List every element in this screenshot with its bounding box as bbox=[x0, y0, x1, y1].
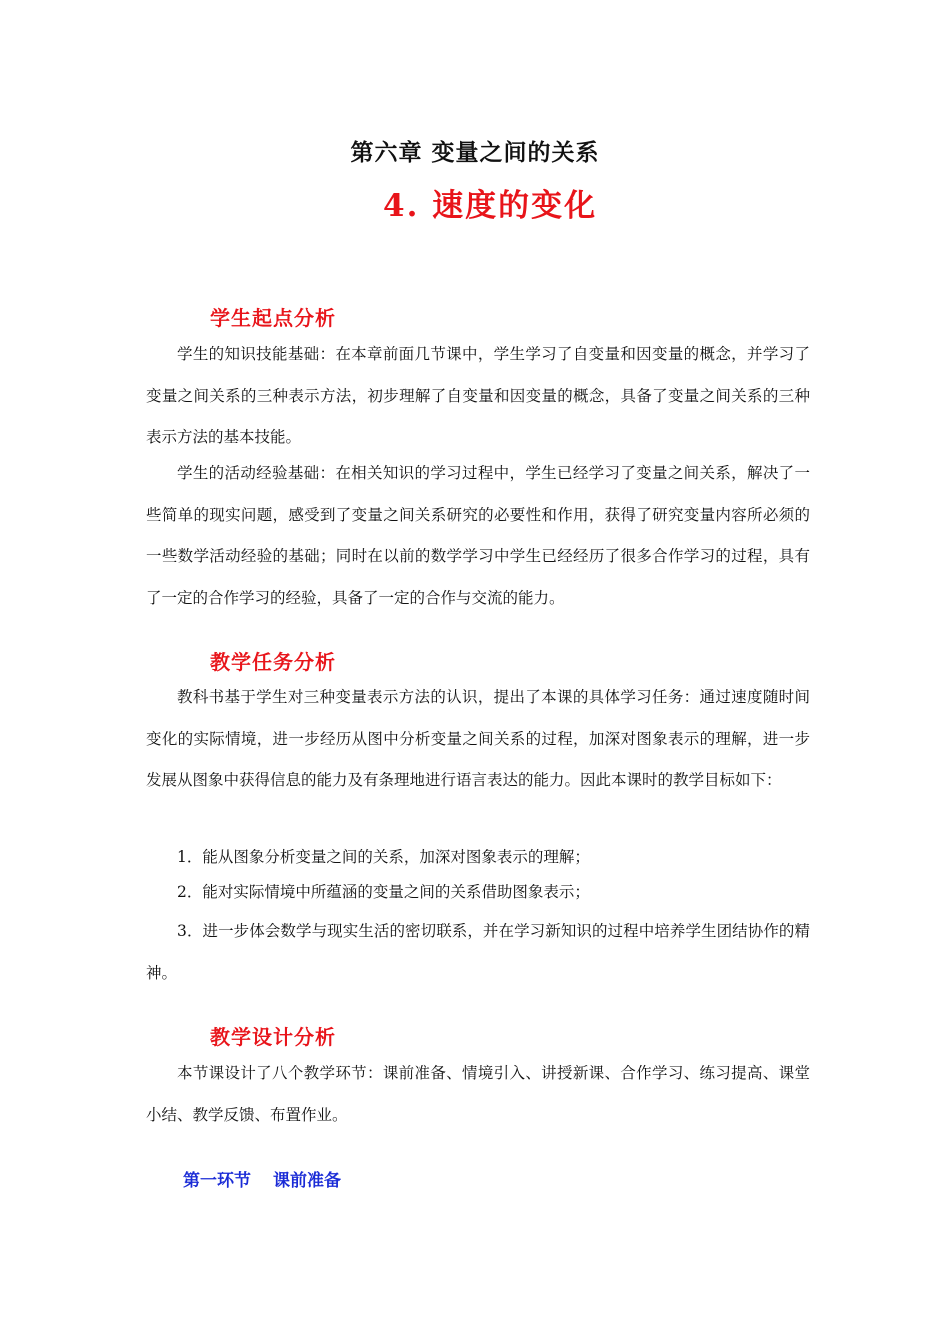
design-analysis-paragraph: 本节课设计了八个教学环节：课前准备、情境引入、讲授新课、合作学习、练习提高、课堂小结、教学反馈、布置作业。 bbox=[146, 1064, 810, 1124]
teaching-goal-2: 2．能对实际情境中所蕴涵的变量之间的关系借助图象表示； bbox=[177, 883, 590, 901]
start-analysis-paragraph-2: 学生的活动经验基础：在相关知识的学习过程中，学生已经学习了变量之间关系，解决了一些简单的现实问题，感受到了变量之间关系研究的必要性和作用，获得了研究变量内容所必须的一些数学活动经验的基础；同时在以前的数学学习中学生已经经历了很多合作学习的过程，具有了一定的合作学习的经验，具备了一定的合作与交流的能力。 bbox=[146, 464, 810, 607]
section-heading-task-analysis: 教学任务分析 bbox=[210, 650, 336, 674]
step-1-label: 第一环节 bbox=[183, 1171, 251, 1191]
step-1-title: 课前准备 bbox=[273, 1171, 341, 1191]
section-heading-start-analysis: 学生起点分析 bbox=[210, 306, 336, 330]
teaching-goal-1: 1．能从图象分析变量之间的关系，加深对图象表示的理解； bbox=[177, 848, 590, 866]
step-1-heading bbox=[183, 1166, 341, 1191]
teaching-goal-3: 3．进一步体会数学与现实生活的密切联系，并在学习新知识的过程中培养学生团结协作的精神。 bbox=[146, 922, 810, 982]
section-heading-design-analysis: 教学设计分析 bbox=[210, 1025, 336, 1049]
lesson-title: 4. 速度的变化 bbox=[383, 188, 598, 224]
start-analysis-paragraph-1: 学生的知识技能基础：在本章前面几节课中，学生学习了自变量和因变量的概念，并学习了变量之间关系的三种表示方法，初步理解了自变量和因变量的概念，具备了变量之间关系的三种表示方法的基本技能。 bbox=[146, 345, 810, 446]
task-analysis-paragraph: 教科书基于学生对三种变量表示方法的认识，提出了本课的具体学习任务：通过速度随时间变化的实际情境，进一步经历从图中分析变量之间关系的过程，加深对图象表示的理解，进一步发展从图象中获得信息的能力及有条理地进行语言表达的能力。因此本课时的教学目标如下： bbox=[146, 688, 810, 789]
chapter-title: 第六章 变量之间的关系 bbox=[350, 139, 600, 166]
